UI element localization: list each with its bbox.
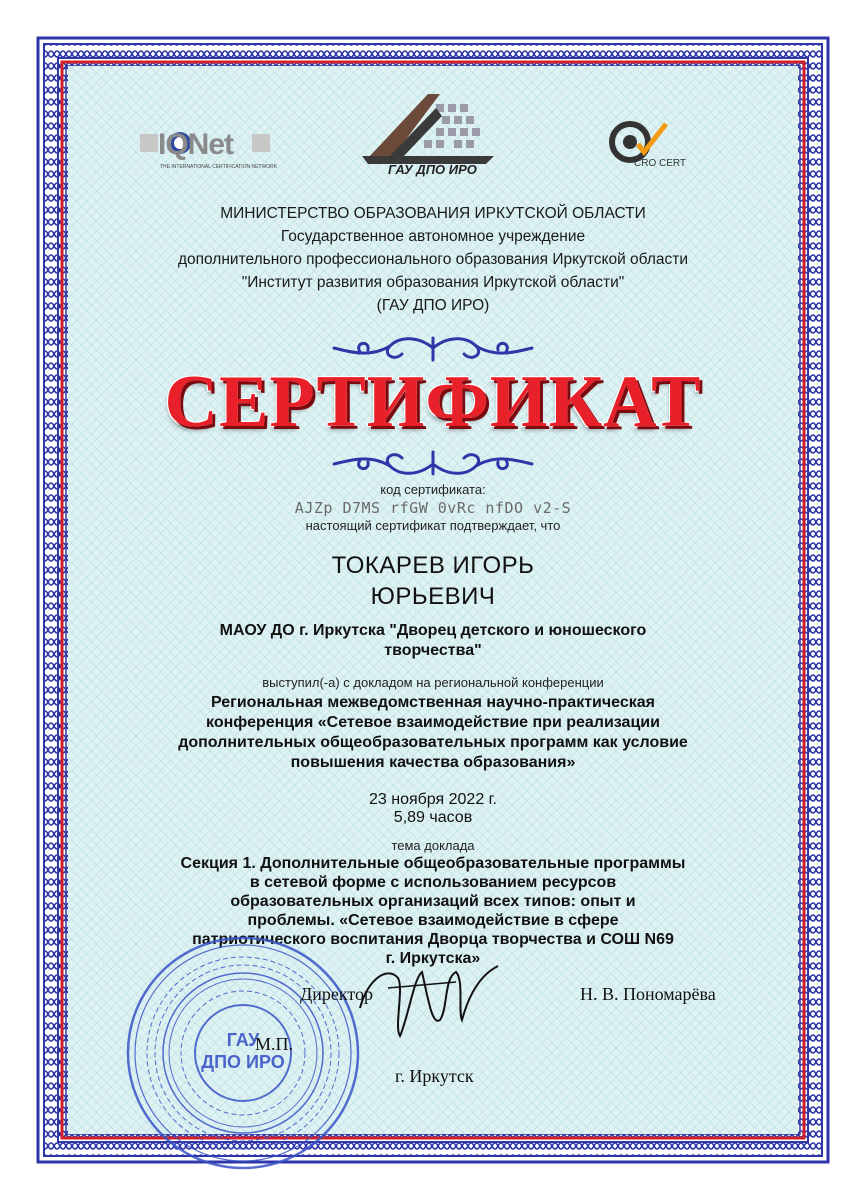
official-seal (118, 928, 368, 1178)
topic-line1: Секция 1. Дополнительные общеобразовательные программы (180, 855, 686, 872)
topic-line4: проблемы. «Сетевое взаимодействие в сфере (247, 912, 619, 929)
topic-line5: патриотического воспитания Дворца творчества и СОШ N69 (192, 931, 674, 948)
bottom-ornament (330, 446, 536, 480)
institute-logo-text: ГАУ ДПО ИРО (388, 162, 477, 177)
conference-title-line4: повышения качества образования» (290, 754, 576, 771)
institution-description: дополнительного профессионального образования Иркутской области (177, 251, 689, 268)
seal-center-line1: ГАУ (226, 1030, 260, 1050)
iqnet-tagline: THE INTERNATIONAL CERTIFICATION NETWORK (160, 164, 278, 170)
topic-label: тема доклада (391, 838, 475, 853)
institution-type: Государственное автономное учреждение (280, 228, 586, 245)
crocert-logo (608, 118, 708, 178)
crocert-logo-text: CRO CERT (634, 158, 687, 169)
topic-line6: г. Иркутска» (385, 950, 481, 967)
conference-hours: 5,89 часов (393, 809, 473, 826)
city-name: г. Иркутск (395, 1066, 474, 1086)
confirmation-text: настоящий сертификат подтверждает, что (305, 518, 561, 533)
iqnet-logo (140, 126, 278, 176)
recipient-org-line1: МАОУ ДО г. Иркутска "Дворец детского и юношеского (219, 622, 647, 639)
seal-center-line2: ДПО ИРО (201, 1052, 285, 1072)
stamp-label: М.П. (255, 1034, 294, 1054)
topic-line2: в сетевой форме с использованием ресурсов (249, 874, 617, 891)
conference-title-line2: конференция «Сетевое взаимодействие при реализации (206, 714, 660, 731)
institute-logo (358, 86, 498, 184)
topic-line3: образовательных организаций всех типов: опыт и (230, 893, 636, 910)
certificate-code: AJZp D7MS rfGW 0vRc nfDO v2-S (294, 499, 572, 517)
recipient-name-line2: ЮРЬЕВИЧ (370, 583, 496, 610)
recipient-org-line2: творчества" (384, 642, 482, 659)
institution-abbreviation: (ГАУ ДПО ИРО) (376, 297, 490, 314)
recipient-name-line1: ТОКАРЕВ ИГОРЬ (331, 552, 535, 579)
conference-title-line3: дополнительных общеобразовательных программ как условие (178, 734, 688, 751)
ministry-name: МИНИСТЕРСТВО ОБРАЗОВАНИЯ ИРКУТСКОЙ ОБЛАСТИ (220, 205, 646, 222)
director-label: Директор (300, 984, 374, 1004)
conference-title-line1: Региональная межведомственная научно-практическая (211, 694, 655, 711)
institution-name: "Институт развития образования Иркутской области" (241, 274, 625, 291)
conference-intro: выступил(-а) с докладом на региональной конференции (262, 675, 604, 690)
certificate-title: СЕРТИФИКАТ (164, 361, 702, 443)
conference-date: 23 ноября 2022 г. (369, 791, 497, 808)
iqnet-logo-text: IQNet (158, 128, 234, 161)
code-label: код сертификата: (380, 482, 486, 497)
director-name: Н. В. Пономарёва (580, 984, 716, 1004)
